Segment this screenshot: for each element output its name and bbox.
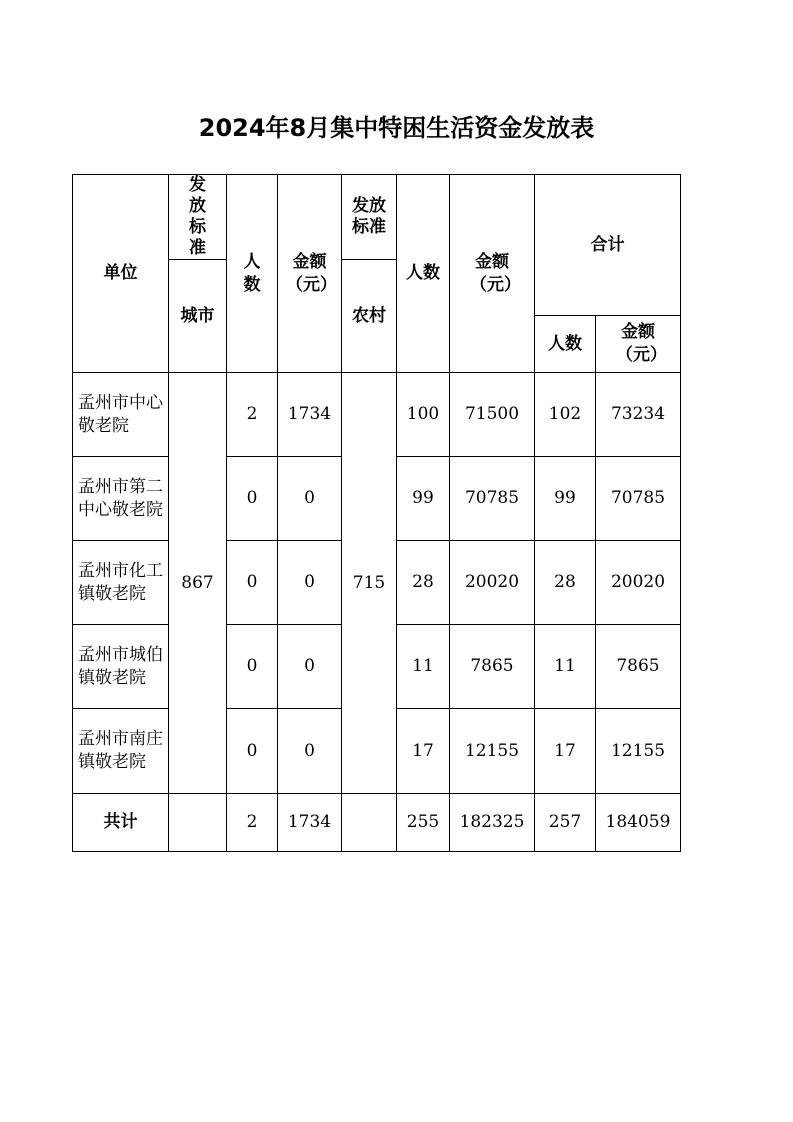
total-count: 28: [535, 541, 596, 625]
rural-standard-value: 715: [342, 373, 397, 794]
unit-name: 孟州市化工镇敬老院: [73, 541, 169, 625]
total-count: 102: [535, 373, 596, 457]
table-row: [73, 373, 681, 457]
summary-row: [73, 794, 681, 852]
total-count: 99: [535, 457, 596, 541]
total-amount: 70785: [596, 457, 681, 541]
header-city-amount: 金额（元）: [278, 175, 342, 373]
total-amount: 73234: [596, 373, 681, 457]
rural-amount: 12155: [450, 709, 535, 794]
page-title: 2024年8月集中特困生活资金发放表: [198, 114, 595, 142]
summary-total-count: 257: [535, 794, 596, 852]
summary-rural-standard-empty: [342, 794, 397, 852]
summary-city-count: 2: [227, 794, 278, 852]
city-amount: 0: [278, 625, 342, 709]
rural-count: 99: [397, 457, 450, 541]
header-city-count: 人数: [227, 175, 278, 373]
rural-count: 11: [397, 625, 450, 709]
header-unit: 单位: [73, 175, 169, 373]
total-count: 11: [535, 625, 596, 709]
city-count: 0: [227, 457, 278, 541]
summary-city-amount: 1734: [278, 794, 342, 852]
rural-amount: 7865: [450, 625, 535, 709]
city-count: 0: [227, 541, 278, 625]
unit-name: 孟州市城伯镇敬老院: [73, 625, 169, 709]
total-amount: 12155: [596, 709, 681, 794]
header-rural-amount: 金额（元）: [450, 175, 535, 373]
rural-count: 17: [397, 709, 450, 794]
city-count: 0: [227, 709, 278, 794]
city-count: 2: [227, 373, 278, 457]
unit-name: 孟州市南庄镇敬老院: [73, 709, 169, 794]
unit-name: 孟州市中心敬老院: [73, 373, 169, 457]
summary-total-amount: 184059: [596, 794, 681, 852]
rural-count: 28: [397, 541, 450, 625]
header-total: 合计: [535, 175, 681, 316]
header-total-amount: 金额（元）: [596, 316, 681, 373]
summary-label: 共计: [73, 794, 169, 852]
header-city-standard: 发放标准: [169, 175, 227, 260]
city-amount: 0: [278, 709, 342, 794]
grant-table: [72, 174, 681, 852]
header-rural-standard: 发放标准: [342, 175, 397, 260]
city-count: 0: [227, 625, 278, 709]
header-rural: 农村: [342, 260, 397, 373]
rural-count: 100: [397, 373, 450, 457]
city-amount: 1734: [278, 373, 342, 457]
total-amount: 20020: [596, 541, 681, 625]
header-city: 城市: [169, 260, 227, 373]
summary-rural-count: 255: [397, 794, 450, 852]
summary-rural-amount: 182325: [450, 794, 535, 852]
total-amount: 7865: [596, 625, 681, 709]
rural-amount: 70785: [450, 457, 535, 541]
city-amount: 0: [278, 457, 342, 541]
summary-city-standard-empty: [169, 794, 227, 852]
rural-amount: 20020: [450, 541, 535, 625]
header-rural-count: 人数: [397, 175, 450, 373]
unit-name: 孟州市第二中心敬老院: [73, 457, 169, 541]
rural-amount: 71500: [450, 373, 535, 457]
city-standard-value: 867: [169, 373, 227, 794]
header-total-count: 人数: [535, 316, 596, 373]
total-count: 17: [535, 709, 596, 794]
city-amount: 0: [278, 541, 342, 625]
